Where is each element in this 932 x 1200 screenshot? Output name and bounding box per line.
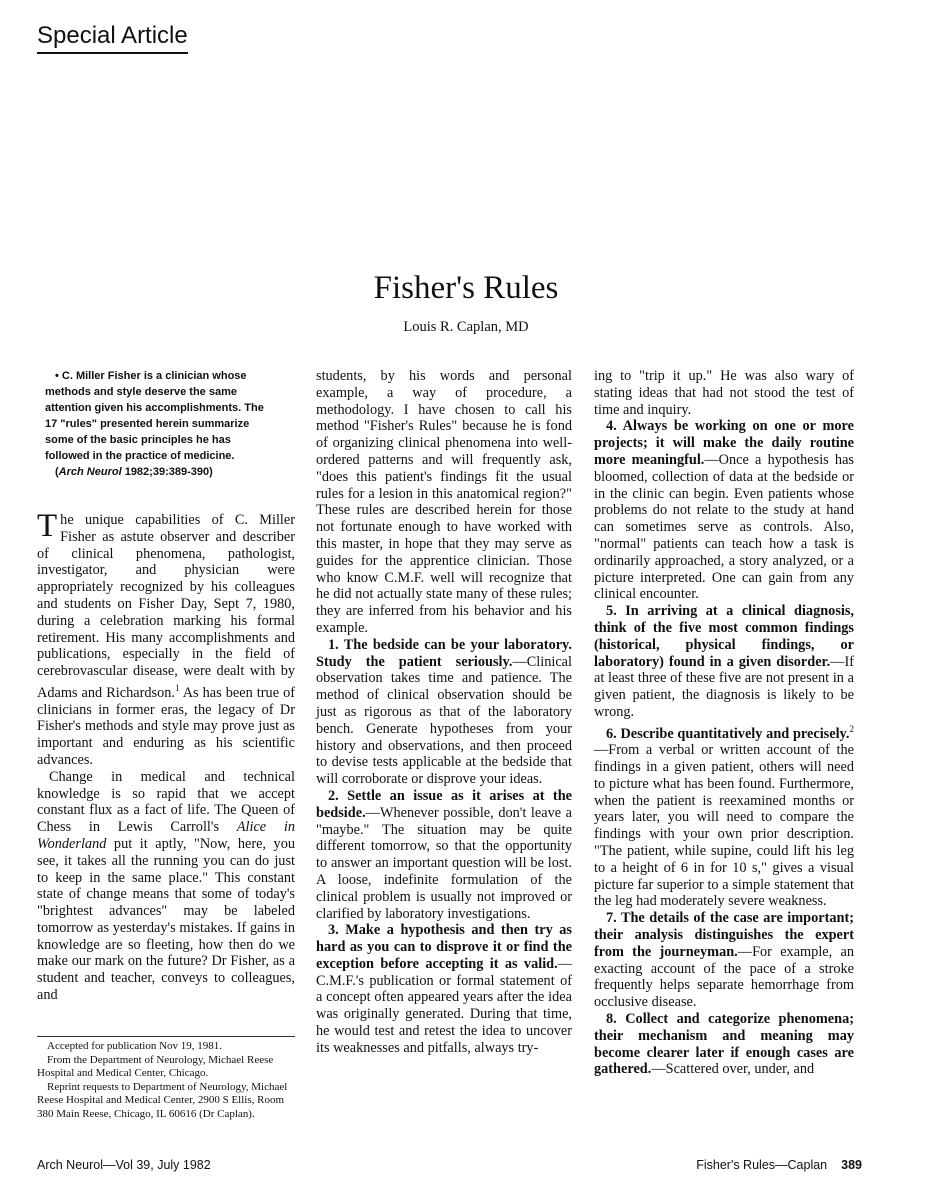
- rule-body: —Clinical observation takes time and patience. The method of clinical observation should be just as rigorous as that of the laboratory bench. Generate hypotheses from your history and observations, and then proceed to devise tests applicable at the bedside that will corroborate or disprove your ideas.: [316, 653, 572, 788]
- rule-heading: 7. The details of the case are important; their analysis distinguishes the expert from the journeyman.: [594, 910, 854, 960]
- rule-heading: 1. The bedside can be your laboratory. Study the patient seriously.: [316, 636, 572, 670]
- footnote-affiliation: From the Department of Neurology, Michael Reese Hospital and Medical Center, Chicago.: [37, 1053, 274, 1079]
- paragraph: [37, 508, 295, 769]
- rule-7: [594, 910, 854, 1011]
- reference-superscript: 2: [849, 723, 854, 734]
- rule-body: —If at least three of these five are not present in a given patient, the diagnosis is likely to be wrong.: [594, 653, 854, 720]
- rule-3: [316, 922, 572, 1056]
- abstract: [45, 368, 270, 480]
- paragraph-text: As has been true of clinicians in former eras, the legacy of Dr Fisher's methods and style may prove just as important and enduring as his scientific advances.: [37, 684, 295, 768]
- footnote-reprint: Reprint requests to Department of Neurology, Michael Reese Hospital and Medical Center, 2900 S Ellis, Room 380 Main Reese, Chicago, IL 60616 (Dr Caplan).: [37, 1080, 288, 1120]
- article-title: Fisher's Rules: [373, 270, 559, 306]
- paragraph: [37, 769, 295, 1004]
- rule-8: [594, 1011, 854, 1078]
- rule-body: —C.M.F.'s publication or formal statement of a concept often appeared years after the idea was originally generated. During that time, he would test and retest the idea to uncover its weaknesses and pitfalls, always try-: [316, 955, 572, 1056]
- article-author: Louis R. Caplan, MD: [403, 319, 529, 335]
- footer-running-head: [696, 1158, 862, 1172]
- reference-superscript: 1: [174, 682, 180, 693]
- body-column-2: [316, 368, 572, 1057]
- paragraph-text: Change in medical and technical knowledge is so rapid that we accept constant flux as a fact of life. The Queen of Chess in Lewis Carroll's: [37, 768, 295, 836]
- rule-heading: 5. In arriving at a clinical diagnosis, think of the five most common findings (historical, physical findings, or laboratory) found in a given disorder.: [594, 603, 854, 670]
- rule-body: —For example, an exacting account of the pace of a stroke frequently helps separate hemorrhage from occlusive disease.: [594, 943, 854, 1011]
- book-title: Alice in Wonderland: [37, 819, 295, 852]
- drop-cap: T: [37, 508, 58, 544]
- footer-journal: Arch Neurol—Vol 39, July 1982: [37, 1158, 211, 1172]
- paragraph-text: he unique capabilities of C. Miller Fisher as astute observer and describer of clinical phenomena, pathologist, investigator, and physician were appropriately recognized by his colleagues and students on Fisher Day, Sept 7, 1980, during a celebration marking his formal retirement. His many accomplishments and publications, especially in the field of cerebrovascular disease, were dealt with by Adams and Richardson.: [37, 512, 295, 701]
- rule-4: [594, 418, 854, 603]
- section-label: Special Article: [37, 22, 188, 54]
- rule-6: [594, 721, 854, 911]
- citation-details: 1982;39:389-390): [121, 466, 213, 478]
- rule-heading: 3. Make a hypothesis and then try as hard as you can to disprove it or find the exception before accepting it as valid.: [316, 922, 572, 972]
- rule-2: [316, 788, 572, 922]
- rule-body: —Whenever possible, don't leave a "maybe." The situation may be quite different tomorrow, so that the opportunity to answer an important question will be lost. A loose, indefinite formulation of the clinical problem is usually not improved or clarified by laboratory investigations.: [316, 804, 572, 922]
- page-number: 389: [841, 1158, 862, 1172]
- rule-body: —From a verbal or written account of the findings in a given patient, others will need to picture what has been found. Furthermore, when the patient is reexamined months or years later, you will need to compare the findings with your own prior description. "The patient, while supine, could lift his leg to a height of 6 in for 10 s," gives a visual picture far superior to a simple statement that the leg had moderately severe weakness.: [594, 742, 854, 910]
- footnotes: [37, 1040, 295, 1121]
- rule-heading: 6. Describe quantitatively and precisely.: [606, 725, 850, 742]
- footnote-accepted: Accepted for publication Nov 19, 1981.: [47, 1040, 223, 1052]
- footer-running-title: Fisher's Rules—Caplan: [696, 1158, 828, 1172]
- abstract-text: • C. Miller Fisher is a clinician whose methods and style deserve the same attention given his accomplishments. The 17 "rules" presented herein summarize some of the basic principles he has followed in the practice of medicine.: [45, 370, 264, 462]
- rule-body: —Scattered over, under, and: [651, 1061, 815, 1078]
- paragraph: students, by his words and personal example, a way of procedure, a methodology. I have chosen to call his method "Fisher's Rules" because he is fond of organizing clinical phenomena into well-ordered patterns and will frequently ask, "does this patient's findings fit the usual rules for a lesion in this anatomical region?" These rules are described herein for those not fortunate enough to have worked with this master, in hope that they may serve as guides for the apprentice clinician. Those who know C.M.F. well will recognize that he did not actually state many of these rules; they are inferred from his behavior and his example.: [316, 368, 572, 636]
- body-column-1: [37, 508, 295, 1004]
- citation-journal: Arch Neurol: [58, 466, 122, 478]
- paragraph-text: put it aptly, "Now, here, you see, it takes all the running you can do just to keep in the same place." This constant state of change means that some of today's "brightest advances" may be labeled tomorrow as yesterday's mistakes. If gains in knowledge are so fleeting, how then do we make our mark on the future? Dr Fisher, as a student and teacher, conveys to colleagues, and: [37, 835, 295, 1004]
- footnote-divider: [37, 1036, 295, 1037]
- rule-heading: 4. Always be working on one or more projects; it will make the daily routine more meaningful.: [594, 418, 854, 468]
- rule-1: [316, 637, 572, 788]
- rule-heading: 2. Settle an issue as it arises at the bedside.: [316, 787, 572, 821]
- abstract-citation: (Arch Neurol 1982;39:389-390): [55, 466, 213, 478]
- body-column-3: [594, 368, 854, 1078]
- rule-heading: 8. Collect and categorize phenomena; their mechanism and meaning may become clearer later if enough cases are gathered.: [594, 1011, 854, 1078]
- rule-body: —Once a hypothesis has bloomed, collection of data at the bedside or in the clinic can begin. Even patients whose problems do not relate to the study at hand can sometimes serve as controls. Also, "normal" patients can teach how a task is ordinarily approached, a story analyzed, or a picture interpreted. One can gain from any clinical encounter.: [594, 451, 854, 603]
- rule-5: [594, 603, 854, 721]
- paragraph: ing to "trip it up." He was also wary of stating ideas that had not stood the test of time and inquiry.: [594, 368, 854, 418]
